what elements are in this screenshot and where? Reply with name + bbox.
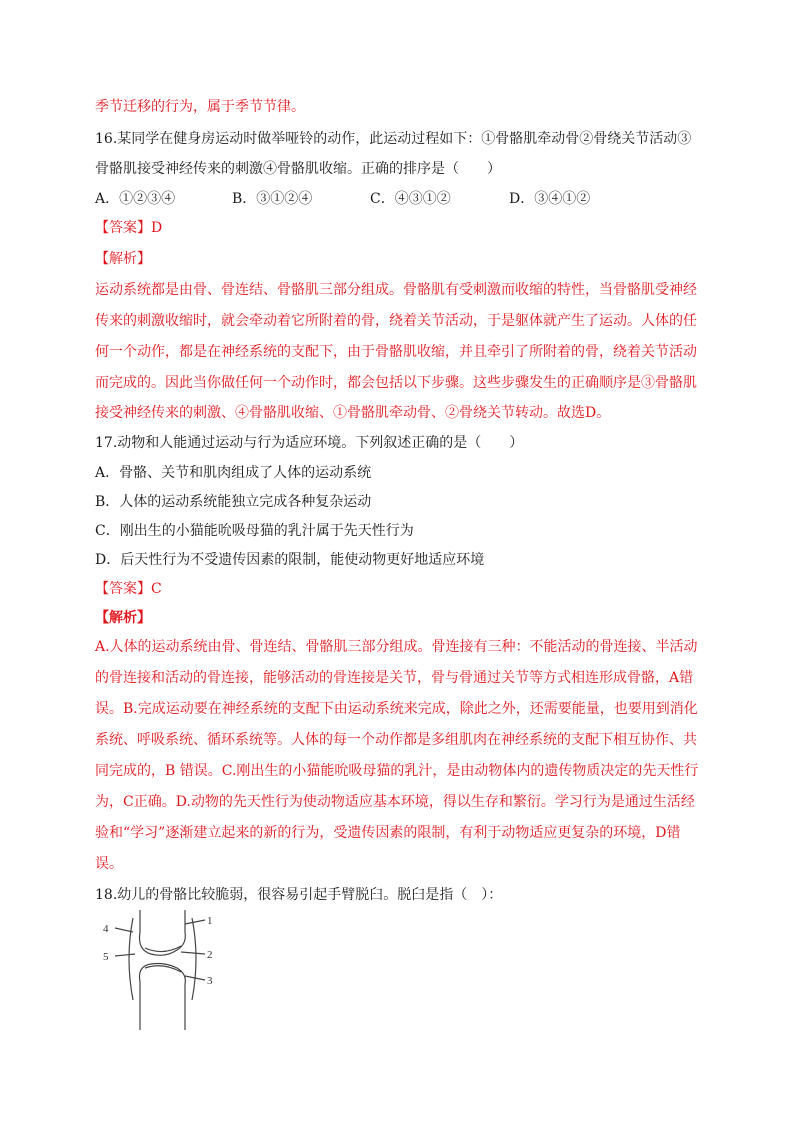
question-16-analysis-line3: 何一个动作，都是在神经系统的支配下，由于骨骼肌收缩，并且牵引了所附着的骨，绕着关节活动: [95, 344, 697, 360]
question-17-option-b: B．人体的运动系统能独立完成各种复杂运动: [95, 494, 372, 510]
question-17-stem: 17.动物和人能通过运动与行为适应环境。下列叙述正确的是（ ）: [95, 435, 524, 451]
question-17-analysis-line7: 验和“学习”逐渐建立起来的新的行为，受遗传因素的限制，有利于动物适应更复杂的环境，D错: [95, 825, 681, 841]
label-4: 4: [103, 923, 109, 935]
question-17-analysis-line4: 系统、呼吸系统、循环系统等。人体的每一个动作都是多组肌肉在神经系统的支配下相互协作、共: [95, 732, 697, 748]
question-17-analysis-line8: 误。: [95, 856, 123, 872]
question-16-answer: 【答案】D: [95, 220, 163, 236]
question-17-option-a: A．骨骼、关节和肌肉组成了人体的运动系统: [95, 465, 372, 481]
question-16-stem-line2: 骨骼肌接受神经传来的刺激④骨骼肌收缩。正确的排序是（ ）: [95, 161, 501, 177]
question-16-analysis-line1: 运动系统都是由骨、骨连结、骨骼肌三部分组成。骨骼肌有受刺激而收缩的特性，当骨骼肌受神经: [95, 282, 697, 298]
joint-structure-figure: [95, 910, 225, 1030]
question-17-answer: 【答案】C: [95, 581, 162, 597]
prev-answer-tail: 季节迁移的行为，属于季节节律。: [95, 99, 305, 115]
joint-capsule-left: [129, 918, 133, 1000]
question-17-analysis-line3: 误。B.完成运动要在神经系统的支配下由运动系统来完成，除此之外，还需要能量，也要用到消化: [95, 701, 698, 717]
question-17-analysis-line2: 的骨连接和活动的骨连接，能够活动的骨连接是关节，骨与骨通过关节等方式相连形成骨骼，A错: [95, 670, 694, 686]
question-16-option-c: C．④③①②: [370, 191, 451, 207]
question-16-option-a: A．①②③④: [95, 191, 176, 207]
question-16-analysis-heading: 【解析】: [95, 251, 151, 267]
question-16-stem-line1: 16.某同学在健身房运动时做举哑铃的动作，此运动过程如下：①骨骼肌牵动骨②骨绕关节活动③: [95, 131, 692, 147]
question-16-option-d: D．③④①②: [509, 191, 591, 207]
question-16-analysis-line5: 接受神经传来的刺激、④骨骼肌收缩、①骨骼肌牵动骨、②骨绕关节转动。故选D。: [95, 405, 611, 421]
question-16-analysis-line2: 传来的刺激收缩时，就会牵动着它所附着的骨，绕着关节活动，于是躯体就产生了运动。人体的任: [95, 313, 697, 329]
question-17-option-d: D．后天性行为不受遗传因素的限制，能使动物更好地适应环境: [95, 552, 485, 568]
question-17-analysis-heading: 【解析】: [95, 610, 151, 626]
joint-capsule-right: [192, 918, 196, 1000]
label-5: 5: [103, 951, 109, 963]
question-16-option-b: B．③①②④: [232, 191, 313, 207]
question-16-analysis-line4: 而完成的。因此当你做任何一个动作时，都会包括以下步骤。这些步骤发生的正确顺序是③骨骼肌: [95, 375, 697, 391]
question-17-analysis-line6: 为，C正确。D.动物的先天性行为使动物适应基本环境，得以生存和繁衍。学习行为是通过生活经: [95, 794, 695, 810]
label-2: 2: [207, 949, 213, 961]
question-17-analysis-line5: 同完成的，B 错误。C.刚出生的小猫能吮吸母猫的乳汁，是由动物体内的遗传物质决定的先天性行: [95, 763, 699, 779]
lower-bone-outline: [139, 964, 185, 1031]
question-17-analysis-line1: A.人体的运动系统由骨、骨连结、骨骼肌三部分组成。骨连接有三种：不能活动的骨连接、半活动: [95, 639, 698, 655]
joint-diagram: [95, 910, 225, 1030]
label-3: 3: [207, 975, 213, 987]
question-17-option-c: C．刚出生的小猫能吮吸母猫的乳汁属于先天性行为: [95, 523, 414, 539]
label-1: 1: [207, 915, 213, 927]
question-18-stem: 18.幼儿的骨骼比较脆弱，很容易引起手臂脱臼。脱臼是指（ ）：: [95, 887, 503, 903]
